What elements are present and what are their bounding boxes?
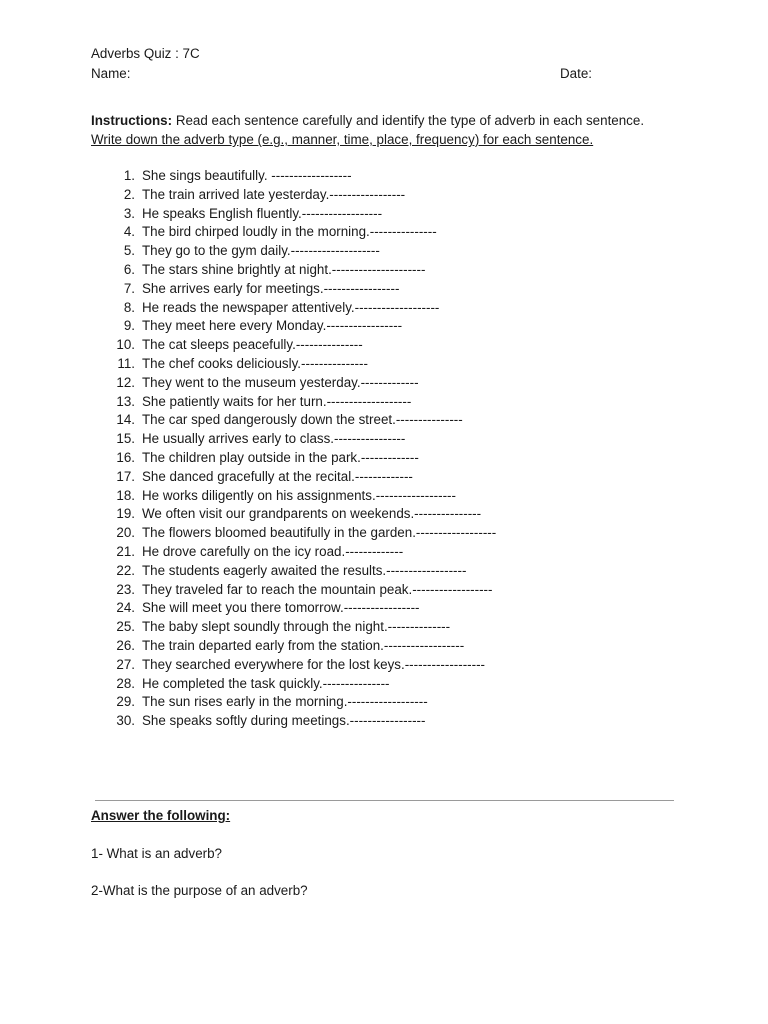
question-number: 27. <box>116 656 135 672</box>
question-number: 28. <box>116 675 135 691</box>
question-text: He speaks English fluently.------------------ <box>142 205 383 221</box>
question-text: The students eagerly awaited the results.------------------ <box>142 562 467 578</box>
question-text: He works diligently on his assignments.------------------ <box>142 487 456 503</box>
name-label: Name: <box>91 66 131 81</box>
question-text: He reads the newspaper attentively.------------------- <box>142 299 440 315</box>
question-text: The children play outside in the park.------------- <box>142 449 419 465</box>
question-number: 10. <box>116 337 135 353</box>
question-item <box>113 205 496 224</box>
question-number: 23. <box>116 581 135 597</box>
question-text: She speaks softly during meetings.----------------- <box>142 713 426 729</box>
question-number: 6. <box>123 261 135 277</box>
question-number: 18. <box>116 487 135 503</box>
question-item <box>113 430 496 449</box>
question-text: She will meet you there tomorrow.----------------- <box>142 600 420 616</box>
question-number: 15. <box>116 431 135 447</box>
question-number: 7. <box>123 280 135 296</box>
question-item <box>113 261 496 280</box>
question-text: The stars shine brightly at night.--------------------- <box>142 261 426 277</box>
question-text: She danced gracefully at the recital.------------- <box>142 468 413 484</box>
instructions-text: Read each sentence carefully and identify the type of adverb in each sentence. <box>172 113 645 128</box>
question-item <box>113 656 496 675</box>
date-label: Date: <box>560 66 593 81</box>
question-item <box>113 637 496 656</box>
question-text: The car sped dangerously down the street.--------------- <box>142 412 463 428</box>
question-text: The baby slept soundly through the night.-------------- <box>142 619 451 635</box>
question-number: 9. <box>123 318 135 334</box>
question-text: They meet here every Monday.----------------- <box>142 318 403 334</box>
question-item <box>113 468 496 487</box>
question-text: The sun rises early in the morning.------------------ <box>142 694 428 710</box>
question-item <box>113 449 496 468</box>
question-item <box>113 618 496 637</box>
instructions-lead: Instructions: <box>91 113 173 128</box>
question-text: He completed the task quickly.--------------- <box>142 675 390 691</box>
instructions <box>91 111 691 149</box>
question-number: 21. <box>116 543 135 559</box>
question-item <box>113 186 496 205</box>
question-number: 26. <box>116 637 135 653</box>
question-text: The train departed early from the station.------------------ <box>142 637 465 653</box>
question-item <box>113 242 496 261</box>
question-item <box>113 355 496 374</box>
section-divider <box>95 800 674 801</box>
question-item <box>113 299 496 318</box>
question-number: 5. <box>123 243 135 259</box>
question-number: 29. <box>116 694 135 710</box>
question-item <box>113 280 496 299</box>
question-item <box>113 393 496 412</box>
question-item <box>113 524 496 543</box>
question-number: 1. <box>123 168 135 183</box>
question-text: The chef cooks deliciously.--------------- <box>142 355 368 371</box>
question-number: 17. <box>116 468 135 484</box>
open-question-2: 2-What is the purpose of an adverb? <box>91 883 308 898</box>
question-list <box>113 167 496 731</box>
question-item <box>113 599 496 618</box>
question-text: She arrives early for meetings.----------------- <box>142 280 400 296</box>
question-number: 13. <box>116 393 135 409</box>
question-number: 16. <box>116 449 135 465</box>
question-text: The bird chirped loudly in the morning.--------------- <box>142 224 437 240</box>
question-item <box>113 581 496 600</box>
question-item <box>113 411 496 430</box>
question-number: 8. <box>123 299 135 315</box>
question-item <box>113 487 496 506</box>
instructions-line-2: Write down the adverb type (e.g., manner, time, place, frequency) for each sentence. <box>91 132 594 147</box>
question-text: They go to the gym daily.-------------------- <box>142 243 380 259</box>
question-text: They went to the museum yesterday.------------- <box>142 374 419 390</box>
quiz-title: Adverbs Quiz : 7C <box>91 46 200 61</box>
question-item <box>113 693 496 712</box>
answer-heading: Answer the following: <box>91 808 231 823</box>
question-number: 2. <box>123 186 135 202</box>
question-number: 4. <box>123 224 135 240</box>
question-item <box>113 167 496 186</box>
question-text: They searched everywhere for the lost keys.------------------ <box>142 656 485 672</box>
question-number: 30. <box>116 713 135 729</box>
question-number: 25. <box>116 619 135 635</box>
question-item <box>113 505 496 524</box>
question-text: They traveled far to reach the mountain peak.------------------ <box>142 581 493 597</box>
question-text: He drove carefully on the icy road.------------- <box>142 543 404 559</box>
question-text: The flowers bloomed beautifully in the garden.------------------ <box>142 525 497 541</box>
question-text: The train arrived late yesterday.----------------- <box>142 186 406 202</box>
question-number: 20. <box>116 525 135 541</box>
question-item <box>113 675 496 694</box>
question-number: 19. <box>116 506 135 522</box>
open-question-1: 1- What is an adverb? <box>91 846 222 861</box>
question-number: 22. <box>116 562 135 578</box>
question-number: 11. <box>117 355 135 371</box>
question-item <box>113 374 496 393</box>
question-text: He usually arrives early to class.---------------- <box>142 431 406 447</box>
instructions-line-1 <box>91 111 691 130</box>
question-number: 14. <box>116 412 135 428</box>
question-number: 3. <box>123 205 135 221</box>
question-item <box>113 562 496 581</box>
question-text: We often visit our grandparents on weekends.--------------- <box>142 506 482 522</box>
question-text: The cat sleeps peacefully.--------------- <box>142 337 363 353</box>
question-number: 12. <box>116 374 135 390</box>
question-number: 24. <box>116 600 135 616</box>
question-item <box>113 543 496 562</box>
question-text: She sings beautifully. ------------------ <box>142 168 352 183</box>
question-item <box>113 317 496 336</box>
question-item <box>113 712 496 731</box>
question-text: She patiently waits for her turn.------------------- <box>142 393 412 409</box>
question-item <box>113 336 496 355</box>
question-item <box>113 223 496 242</box>
